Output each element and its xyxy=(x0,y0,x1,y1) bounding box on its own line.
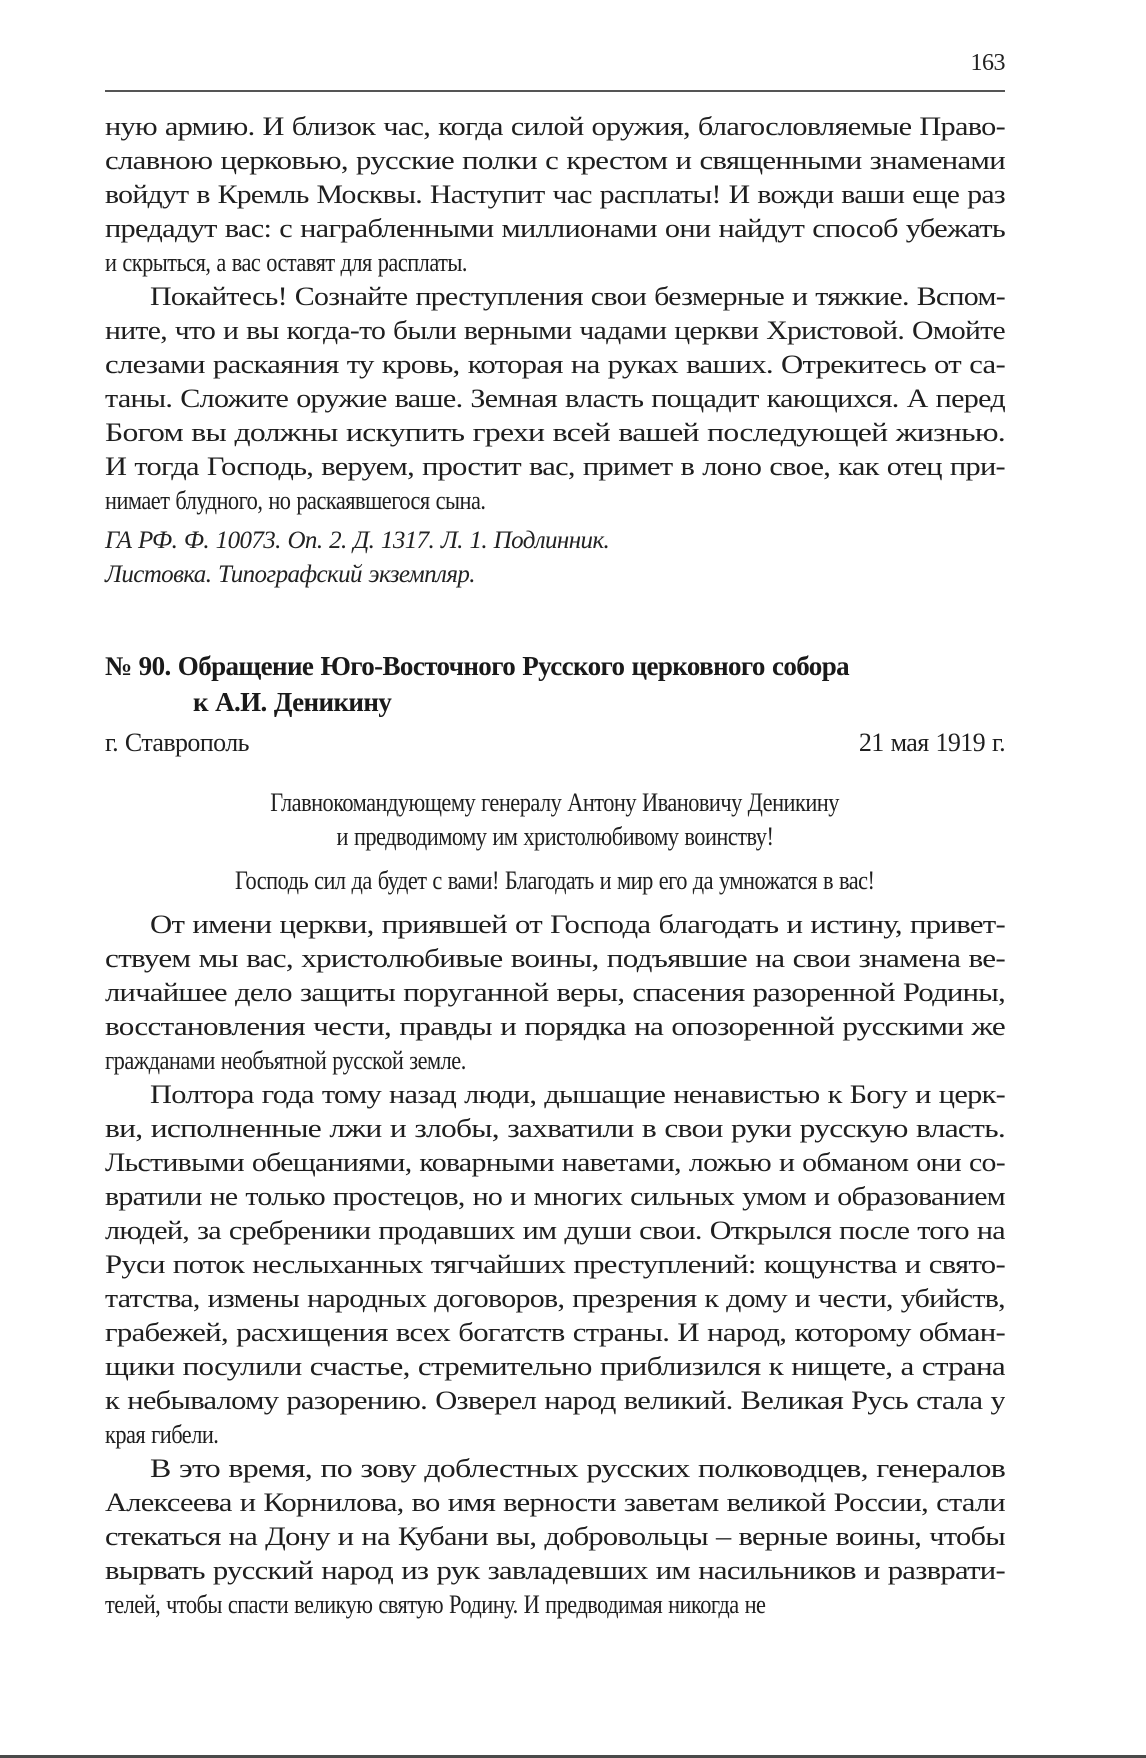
text-line: гражданами необъятной русской земле. xyxy=(105,1046,466,1075)
text-line: предадут вас: с награбленными миллионами они найдут способ убежать xyxy=(105,214,1005,243)
text-line: Полтора года тому назад люди, дышащие ненавистью к Богу и церк- xyxy=(150,1080,1005,1109)
document-heading xyxy=(105,648,1005,720)
paragraph xyxy=(105,110,1005,280)
text-line: От имени церкви, приявшей от Господа благодать и истину, привет- xyxy=(150,910,1005,939)
text-line: Богом вы должны искупить грехи всей вашей последующей жизнью. xyxy=(105,418,1005,447)
text-line: нимает блудного, но раскаявшегося сына. xyxy=(105,486,486,515)
greeting-line: Господь сил да будет с вами! Благодать и мир его да умножатся в вас! xyxy=(235,866,875,895)
paragraph xyxy=(105,1078,1005,1452)
text-line: вырвать русский народ из рук завладевших им насильников и разврати- xyxy=(105,1556,1005,1585)
document-address xyxy=(105,786,1005,854)
text-line: Алексеева и Корнилова, во имя верности заветам великой России, стали xyxy=(105,1488,1005,1517)
text-line: края гибели. xyxy=(105,1420,219,1449)
text-line: Покайтесь! Сознайте преступления свои безмерные и тяжкие. Вспом- xyxy=(150,282,1005,311)
text-line: стекаться на Дону и на Кубани вы, добровольцы – верные воины, чтобы xyxy=(105,1522,1005,1551)
source-note-line-2: Листовка. Типографский экземпляр. xyxy=(105,561,475,588)
address-line-2: и предводимому им христолюбивому воинству! xyxy=(336,822,774,851)
paragraph xyxy=(105,280,1005,518)
text-line: войдут в Кремль Москвы. Наступит час расплаты! И вожди ваши еще раз xyxy=(105,180,1005,209)
text-line: и скрыться, а вас оставят для расплаты. xyxy=(105,248,467,277)
document-title-line-1: Обращение Юго-Восточного Русского церковного собора xyxy=(177,651,850,681)
text-line: личайшее дело защиты поруганной веры, спасения разоренной Родины, xyxy=(105,978,1005,1007)
document-title-line-2: к А.И. Деникину xyxy=(193,687,392,717)
text-line: ви, исполненные лжи и злобы, захватили в свои руки русскую власть. xyxy=(105,1114,1005,1143)
text-line: к небывалому разорению. Озверел народ великий. Великая Русь стала у xyxy=(105,1386,1005,1415)
text-line: Льстивыми обещаниями, коварными наветами, ложью и обманом они со- xyxy=(105,1148,1005,1177)
text-line: таны. Сложите оружие ваше. Земная власть пощадит кающихся. А перед xyxy=(105,384,1005,413)
text-line: ните, что и вы когда-то были верными чадами церкви Христовой. Омойте xyxy=(105,316,1005,345)
source-note xyxy=(105,524,1005,592)
text-line: ствуем мы вас, христолюбивые воины, подъявшие на свои знамена ве- xyxy=(105,944,1005,973)
text-line: татства, измены народных договоров, презрения к дому и чести, убийств, xyxy=(105,1284,1005,1313)
header-rule xyxy=(105,90,1005,92)
document-date: 21 мая 1919 г. xyxy=(858,728,1005,757)
text-line: И тогда Господь, веруем, простит вас, примет в лоно свое, как отец при- xyxy=(105,452,1005,481)
place-date-row xyxy=(105,726,1005,760)
paragraph xyxy=(105,1452,1005,1622)
text-line: Руси поток неслыханных тягчайших преступлений: кощунства и свято- xyxy=(105,1250,1005,1279)
text-line: людей, за сребреники продавших им души свои. Открылся после того на xyxy=(105,1216,1005,1245)
text-line: славною церковью, русские полки с крестом и священными знаменами xyxy=(105,146,1005,175)
text-line: В это время, по зову доблестных русских полководцев, генералов xyxy=(150,1454,1005,1483)
paragraph xyxy=(105,908,1005,1078)
text-line: ную армию. И близок час, когда силой оружия, благословляемые Право- xyxy=(105,112,1005,141)
address-line-1: Главнокомандующему генералу Антону Ивановичу Деникину xyxy=(270,788,840,817)
text-line: грабежей, расхищения всех богатств страны. И народ, которому обман- xyxy=(105,1318,1005,1347)
text-line: вратили не только простецов, но и многих сильных умом и образованием xyxy=(105,1182,1005,1211)
text-line: щики посулили счастье, стремительно приблизился к нищете, а страна xyxy=(105,1352,1005,1381)
document-number: № 90. xyxy=(105,651,171,681)
text-line: восстановления чести, правды и порядка на опозоренной русскими же xyxy=(105,1012,1005,1041)
text-line: слезами раскаяния ту кровь, которая на руках ваших. Отрекитесь от са- xyxy=(105,350,1005,379)
document-body xyxy=(105,908,1005,1622)
page-number: 163 xyxy=(970,50,1005,76)
document-greeting xyxy=(105,864,1005,898)
previous-document-body xyxy=(105,110,1005,518)
document-place: г. Ставрополь xyxy=(105,728,249,757)
source-note-line-1: ГА РФ. Ф. 10073. Оп. 2. Д. 1317. Л. 1. Подлинник. xyxy=(105,527,610,554)
text-line: телей, чтобы спасти великую святую Родину. И предводимая никогда не xyxy=(105,1590,766,1619)
